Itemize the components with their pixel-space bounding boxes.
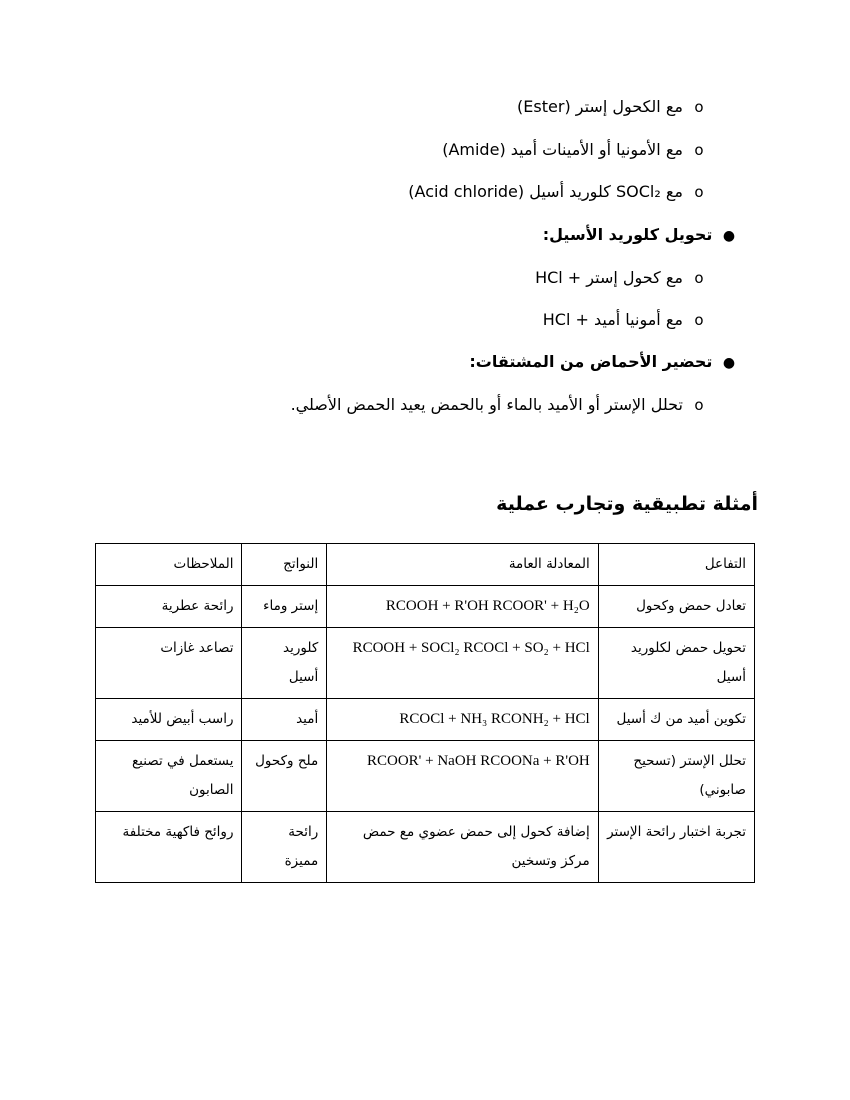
table-row <box>96 699 755 741</box>
table-cell: تعادل حمض وكحول <box>598 586 754 628</box>
table-cell: RCOCl + NH₃ RCONH₂ + HCl <box>327 699 598 741</box>
list-item <box>60 349 740 376</box>
list-item <box>60 179 710 205</box>
list-item <box>60 94 710 120</box>
table-cell: كلوريد أسيل <box>242 628 327 699</box>
list-item-text: مع أمونيا أميد + HCl <box>542 310 683 329</box>
table-cell: إضافة كحول إلى حمض عضوي مع حمض مركز وتسخين <box>327 812 598 883</box>
circle-bullet-icon: o <box>694 183 704 201</box>
disc-bullet-icon: ● <box>722 355 736 371</box>
table-cell: أميد <box>242 699 327 741</box>
table-cell: RCOOH + R'OH RCOOR' + H₂O <box>327 586 598 628</box>
header-cell: الملاحظات <box>96 544 242 586</box>
list-item-text: مع الأمونيا أو الأمينات أميد (Amide) <box>442 140 683 159</box>
list-item <box>60 137 710 163</box>
section-heading: أمثلة تطبيقية وتجارب عملية <box>496 493 758 515</box>
list-item <box>60 265 710 291</box>
list-item-text: مع الكحول إستر (Ester) <box>517 97 683 116</box>
list-item-text: مع SOCl₂ كلوريد أسيل (Acid chloride) <box>408 182 683 201</box>
list-item-text: تحويل كلوريد الأسيل: <box>542 225 713 244</box>
list-item-text: تحضير الأحماض من المشتقات: <box>469 352 713 371</box>
header-cell: المعادلة العامة <box>327 544 598 586</box>
list-item <box>60 222 740 249</box>
table-row <box>96 812 755 883</box>
list-item-text: تحلل الإستر أو الأميد بالماء أو بالحمض يعيد الحمض الأصلي. <box>290 395 683 414</box>
list-item <box>60 307 710 333</box>
table-cell: رائحة عطرية <box>96 586 242 628</box>
table-cell: RCOOH + SOCl₂ RCOCl + SO₂ + HCl <box>327 628 598 699</box>
table-cell: تحلل الإستر (تسحيح صابوني) <box>598 741 754 812</box>
circle-bullet-icon: o <box>694 141 704 159</box>
header-cell: النواتج <box>242 544 327 586</box>
table-cell: رائحة مميزة <box>242 812 327 883</box>
table-row <box>96 741 755 812</box>
reactions-table <box>95 543 755 883</box>
disc-bullet-icon: ● <box>722 228 736 244</box>
table-cell: ملح وكحول <box>242 741 327 812</box>
list-item <box>60 392 710 418</box>
table-row <box>96 586 755 628</box>
table-cell: RCOOR' + NaOH RCOONa + R'OH <box>327 741 598 812</box>
table-cell: إستر وماء <box>242 586 327 628</box>
list-item-text: مع كحول إستر + HCl <box>535 268 683 287</box>
table-cell: تصاعد غازات <box>96 628 242 699</box>
table-row <box>96 628 755 699</box>
table-header-row <box>96 544 755 586</box>
circle-bullet-icon: o <box>694 396 704 414</box>
table-cell: تحويل حمض لكلوريد أسيل <box>598 628 754 699</box>
table-cell: راسب أبيض للأميد <box>96 699 242 741</box>
table-cell: تكوين أميد من ك أسيل <box>598 699 754 741</box>
table-cell: روائح فاكهية مختلفة <box>96 812 242 883</box>
circle-bullet-icon: o <box>694 311 704 329</box>
header-cell: التفاعل <box>598 544 754 586</box>
table-cell: يستعمل في تصنيع الصابون <box>96 741 242 812</box>
table-cell: تجربة اختبار رائحة الإستر <box>598 812 754 883</box>
circle-bullet-icon: o <box>694 98 704 116</box>
circle-bullet-icon: o <box>694 269 704 287</box>
